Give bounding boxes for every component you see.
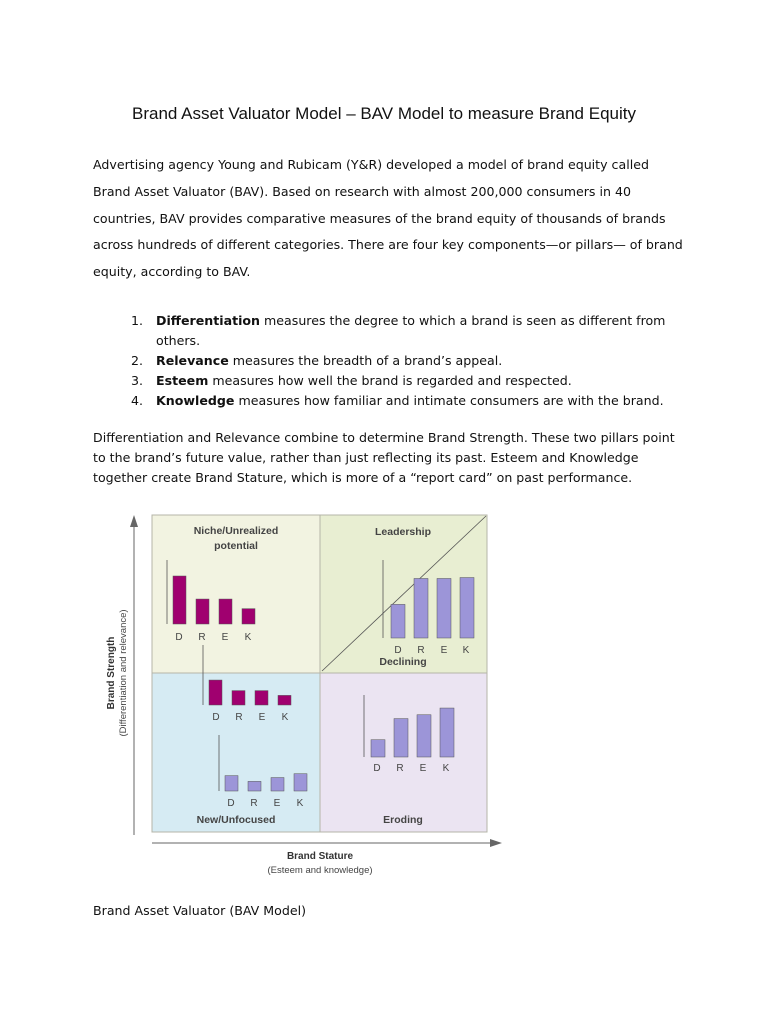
pillar-description: measures the breadth of a brand’s appeal. bbox=[228, 353, 503, 368]
bar-label-e: E bbox=[419, 763, 427, 774]
bar-label-d: D bbox=[373, 763, 381, 774]
bar-label-k: K bbox=[442, 763, 450, 774]
bar-e bbox=[437, 578, 451, 638]
bar-k bbox=[440, 708, 454, 757]
bar-label-e: E bbox=[273, 798, 281, 809]
list-item bbox=[93, 391, 683, 411]
intro-paragraph: Advertising agency Young and Rubicam (Y&R) developed a model of brand equity called Brand Asset Valuator (BAV). Based on research with almost 200,000 consumers in 40 countries, BAV provides comparative measures of the brand equity of thousands of brands across hundreds of different categories. There are four key components—or pillars— of brand equity, according to BAV. bbox=[93, 157, 683, 280]
bar-k bbox=[278, 695, 291, 705]
bar-e bbox=[271, 778, 284, 791]
bar-e bbox=[219, 599, 232, 624]
list-number: 2. bbox=[131, 353, 144, 368]
x-axis-subtitle: (Esteem and knowledge) bbox=[267, 865, 373, 876]
bar-d bbox=[371, 740, 385, 757]
eroding-label: Eroding bbox=[383, 814, 423, 826]
bar-r bbox=[248, 781, 261, 791]
bar-k bbox=[460, 578, 474, 638]
bar-r bbox=[414, 578, 428, 638]
bar-label-e: E bbox=[221, 632, 229, 643]
bar-r bbox=[196, 599, 209, 624]
pillar-description: measures how familiar and intimate consumers are with the brand. bbox=[234, 393, 664, 408]
bar-label-e: E bbox=[440, 645, 448, 656]
bar-e bbox=[417, 715, 431, 757]
pillars-list bbox=[93, 311, 683, 411]
bar-label-k: K bbox=[462, 645, 470, 656]
new-unfocused-label: New/Unfocused bbox=[196, 814, 276, 826]
x-axis-title: Brand Stature bbox=[286, 851, 354, 862]
strength-stature-paragraph: Differentiation and Relevance combine to determine Brand Strength. These two pillars point to the brand’s future value, rather than just reflecting its past. Esteem and Knowledge together create Brand Stature, which is more of a “report card” on past performance. bbox=[93, 430, 675, 485]
bar-label-r: R bbox=[235, 712, 243, 723]
bar-k bbox=[242, 609, 255, 624]
bar-r bbox=[394, 719, 408, 757]
bar-r bbox=[232, 691, 245, 705]
bar-label-r: R bbox=[198, 632, 206, 643]
bav-diagram bbox=[100, 505, 510, 885]
bar-label-k: K bbox=[244, 632, 252, 643]
pillar-term: Knowledge bbox=[156, 393, 235, 408]
pillar-term: Esteem bbox=[156, 373, 209, 388]
pillar-term: Relevance bbox=[156, 353, 229, 368]
list-item bbox=[93, 351, 683, 371]
figure-caption: Brand Asset Valuator (BAV Model) bbox=[93, 903, 307, 918]
bar-label-r: R bbox=[417, 645, 425, 656]
bar-label-k: K bbox=[281, 712, 289, 723]
bar-label-r: R bbox=[396, 763, 404, 774]
bar-label-k: K bbox=[296, 798, 304, 809]
bar-k bbox=[294, 774, 307, 791]
bar-e bbox=[255, 691, 268, 705]
bar-d bbox=[391, 604, 405, 638]
y-axis-subtitle: (Differentiation and relevance) bbox=[118, 609, 129, 737]
bar-label-d: D bbox=[175, 632, 183, 643]
page-title: Brand Asset Valuator Model – BAV Model to measure Brand Equity bbox=[132, 104, 636, 123]
bar-d bbox=[209, 680, 222, 705]
declining-label: Declining bbox=[379, 656, 427, 668]
bar-d bbox=[173, 576, 186, 624]
bar-label-d: D bbox=[394, 645, 402, 656]
list-item bbox=[93, 371, 683, 391]
x-axis-arrow bbox=[490, 839, 502, 847]
niche-label-line1: Niche/Unrealized bbox=[193, 525, 279, 537]
list-item bbox=[93, 311, 683, 351]
bav-figure bbox=[100, 505, 510, 885]
bar-label-e: E bbox=[258, 712, 266, 723]
bar-label-d: D bbox=[212, 712, 220, 723]
pillar-term: Differentiation bbox=[156, 313, 261, 328]
list-number: 3. bbox=[131, 373, 144, 388]
pillar-description: measures how well the brand is regarded and respected. bbox=[208, 373, 572, 388]
niche-label-line2: potential bbox=[214, 540, 258, 552]
list-number: 1. bbox=[131, 313, 144, 328]
pillar-description: measures the degree to which a brand is seen as different from others. bbox=[156, 313, 666, 348]
bar-label-r: R bbox=[250, 798, 258, 809]
bar-d bbox=[225, 776, 238, 791]
y-axis-title: Brand Strength bbox=[106, 636, 117, 710]
bar-label-d: D bbox=[227, 798, 235, 809]
leadership-label: Leadership bbox=[374, 526, 432, 538]
y-axis-arrow bbox=[130, 515, 138, 527]
list-number: 4. bbox=[131, 393, 144, 408]
